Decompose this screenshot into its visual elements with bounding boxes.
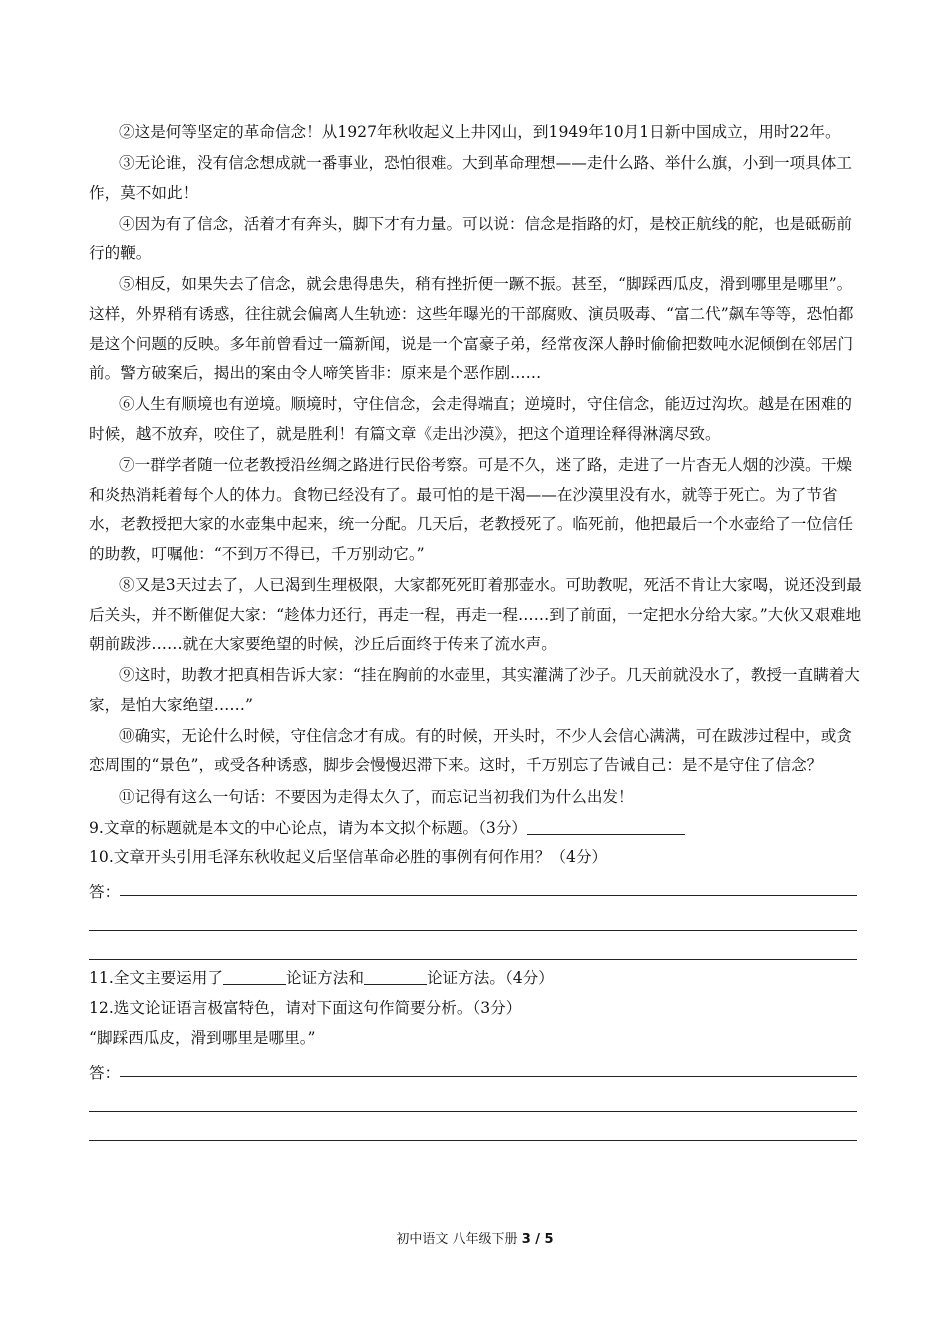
page-number: 3 / 5 [521, 1232, 554, 1247]
question-9-text: 9.文章的标题就是本文的中心论点，请为本文拟个标题。（3分） [89, 818, 528, 837]
question-11-blank-2[interactable] [364, 968, 427, 985]
question-12-quote: “脚踩西瓜皮，滑到哪里是哪里。” [89, 1028, 316, 1047]
page-footer [0, 1228, 950, 1247]
answer-label: 答： [89, 1063, 121, 1082]
paragraph-7: ⑦一群学者随一位老教授沿丝绸之路进行民俗考察。可是不久，迷了路，走进了一片杳无人烟的沙漠。干燥和炎热消耗着每个人的体力。食物已经没有了。最可怕的是干渴——在沙漠里没有水，就等于死亡。为了节省水，老教授把大家的水壶集中起来，统一分配。几天后，老教授死了。临死前，他把最后一个水壶给了一位信任的助教，叮嘱他：“不到万不得已，千万别动它。” [89, 456, 854, 563]
answer-label: 答： [89, 883, 121, 902]
question-11-text-c: 论证方法。（4分） [426, 969, 554, 988]
question-12-answer [89, 1053, 864, 1083]
question-10: 10.文章开头引用毛泽东秋收起义后坚信革命必胜的事例有何作用？（4分） [89, 848, 608, 867]
paragraph-9: ⑨这时，助教才把真相告诉大家：“挂在胸前的水壶里，其实灌满了沙子。几天前就没水了，教授一直瞒着大家，是怕大家绝望……” [89, 666, 860, 714]
question-11-blank-1[interactable] [223, 968, 286, 985]
question-11-text-b: 论证方法和 [285, 969, 364, 988]
question-11 [89, 964, 864, 994]
answer-line[interactable] [120, 1076, 857, 1077]
answer-line[interactable] [89, 1111, 857, 1112]
answer-line[interactable] [89, 959, 857, 960]
paragraph-10: ⑩确实，无论什么时候，守住信念才有成。有的时候，开头时，不少人会信心满满，可在跋涉过程中，或贪恋周围的“景色”，或受各种诱惑，脚步会慢慢迟滞下来。这时，千万别忘了告诫自己：是不是守住了信念？ [89, 726, 852, 775]
answer-line[interactable] [89, 1140, 857, 1141]
paragraph-2: ②这是何等坚定的革命信念！从1927年秋收起义上井冈山，到1949年10月1日新中国成立，用时22年。 [119, 123, 841, 141]
paragraph-4: ④因为有了信念，活着才有奔头，脚下才有力量。可以说：信念是指路的灯，是校正航线的舵，也是砥砺前行的鞭。 [89, 214, 852, 263]
paragraph-6: ⑥人生有顺境也有逆境。顺境时，守住信念，会走得端直；逆境时，守住信念，能迈过沟坎。越是在困难的时候，越不放弃，咬住了，就是胜利！有篇文章《走出沙漠》，把这个道理诠释得淋漓尽致。 [89, 395, 852, 443]
question-12: 12.选文论证语言极富特色，请对下面这句作简要分析。（3分） [89, 999, 522, 1018]
paragraph-3: ③无论谁，没有信念想成就一番事业，恐怕很难。大到革命理想——走什么路、举什么旗，小到一项具体工作，莫不如此！ [89, 154, 852, 202]
document-body [89, 118, 864, 1141]
question-9 [89, 814, 864, 844]
answer-line[interactable] [89, 930, 857, 931]
question-10-answer [89, 873, 864, 903]
question-9-blank[interactable] [527, 818, 685, 835]
answer-line[interactable] [120, 895, 857, 896]
paragraph-11: ⑪记得有这么一句话：不要因为走得太久了，而忘记当初我们为什么出发！ [119, 787, 634, 806]
footer-text: 初中语文 八年级下册 [396, 1232, 522, 1247]
paragraph-5: ⑤相反，如果失去了信念，就会患得患失，稍有挫折便一蹶不振。甚至，“脚踩西瓜皮，滑到哪里是哪里”。这样，外界稍有诱惑，往往就会偏离人生轨迹：这些年曝光的干部腐败、演员吸毒、“富二代”飙车等等，恐怕都是这个问题的反映。多年前曾看过一篇新闻，说是一个富豪子弟，经常夜深人静时偷偷把数吨水泥倾倒在邻居门前。警方破案后，揭出的案由令人啼笑皆非：原来是个恶作剧…… [89, 275, 854, 383]
question-11-text-a: 11.全文主要运用了 [89, 969, 223, 988]
paragraph-8: ⑧又是3天过去了，人已渴到生理极限，大家都死死盯着那壶水。可助教呢，死活不肯让大家喝，说还没到最后关头，并不断催促大家：“趁体力还行，再走一程，再走一程……到了前面，一定把水分给大家。”大伙又艰难地朝前跋涉……就在大家要绝望的时候，沙丘后面终于传来了流水声。 [89, 575, 862, 654]
